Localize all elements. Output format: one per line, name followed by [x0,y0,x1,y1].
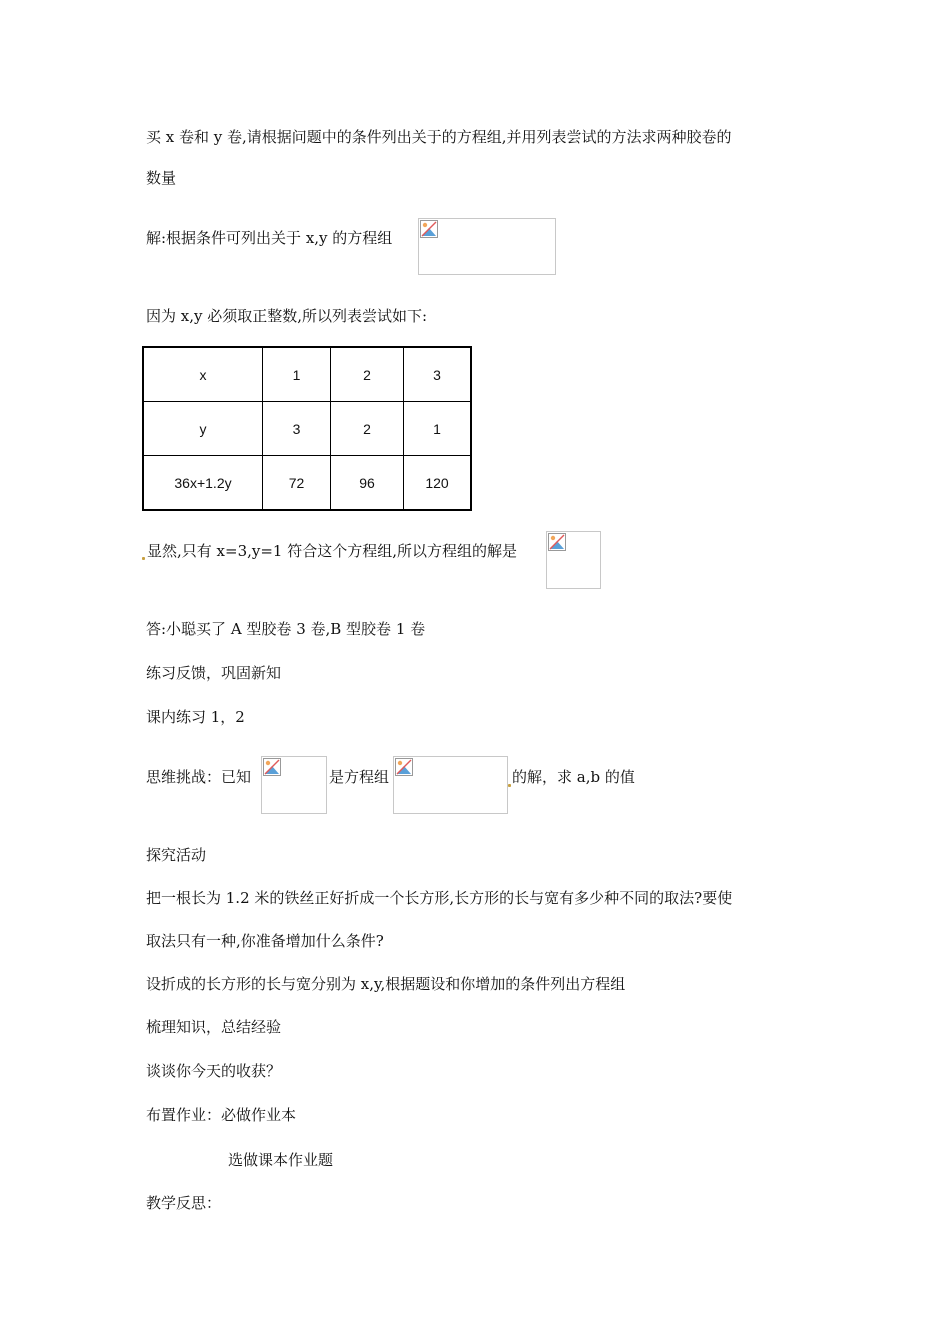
marker-dot [142,557,145,560]
table-cell: 3 [404,347,472,402]
text-line: 显然,只有 x=3,y=1 符合这个方程组,所以方程组的解是 [147,542,517,560]
text-line: 取法只有一种,你准备增加什么条件? [146,932,384,950]
table-cell: 1 [263,347,331,402]
marker-dot [508,784,511,787]
solution-image-placeholder [546,531,601,589]
table-cell: 96 [331,456,404,511]
table-row [143,402,471,456]
table-cell: 72 [263,456,331,511]
table-cell: 3 [263,402,331,456]
text-line: 选做课本作业题 [228,1151,334,1169]
section-heading: 练习反馈，巩固新知 [146,664,282,682]
text-line: 布置作业：必做作业本 [146,1106,297,1124]
text-line: 谈谈你今天的收获？ [146,1062,282,1080]
table-cell: 36x+1.2y [143,456,263,511]
text-line: 买 x 卷和 y 卷,请根据问题中的条件列出关于的方程组,并用列表尝试的方法求两种胶卷的 [146,128,732,146]
text-line: 解:根据条件可列出关于 x,y 的方程组 [146,229,393,247]
text-line: 思维挑战：已知 [146,768,252,786]
section-heading: 梳理知识，总结经验 [146,1018,282,1036]
table-cell: 2 [331,402,404,456]
text-line: 数量 [146,169,177,187]
table-row [143,347,471,402]
known-solution-image-placeholder [261,756,327,814]
system-image-placeholder [393,756,508,814]
table-cell: y [143,402,263,456]
equation-image-placeholder [418,218,556,275]
text-line: 教学反思： [146,1194,222,1212]
text-line: 设折成的长方形的长与宽分别为 x,y,根据题设和你增加的条件列出方程组 [146,975,626,993]
broken-image-icon [420,220,438,238]
section-heading: 探究活动 [146,846,207,864]
broken-image-icon [548,533,566,551]
text-line: 的解，求 a,b 的值 [512,768,635,786]
table-row [143,456,471,511]
table-cell: 2 [331,347,404,402]
broken-image-icon [395,758,413,776]
table-cell: 1 [404,402,472,456]
text-line: 是方程组 [329,768,390,786]
table-cell: x [143,347,263,402]
table-cell: 120 [404,456,472,511]
text-line: 课内练习 1，2 [146,708,245,726]
text-line: 答:小聪买了 A 型胶卷 3 卷,B 型胶卷 1 卷 [146,620,426,638]
text-line: 把一根长为 1.2 米的铁丝正好折成一个长方形,长方形的长与宽有多少种不同的取法?要使 [146,889,733,907]
broken-image-icon [263,758,281,776]
text-line: 因为 x,y 必须取正整数,所以列表尝试如下: [146,307,428,325]
trial-table [142,346,472,511]
